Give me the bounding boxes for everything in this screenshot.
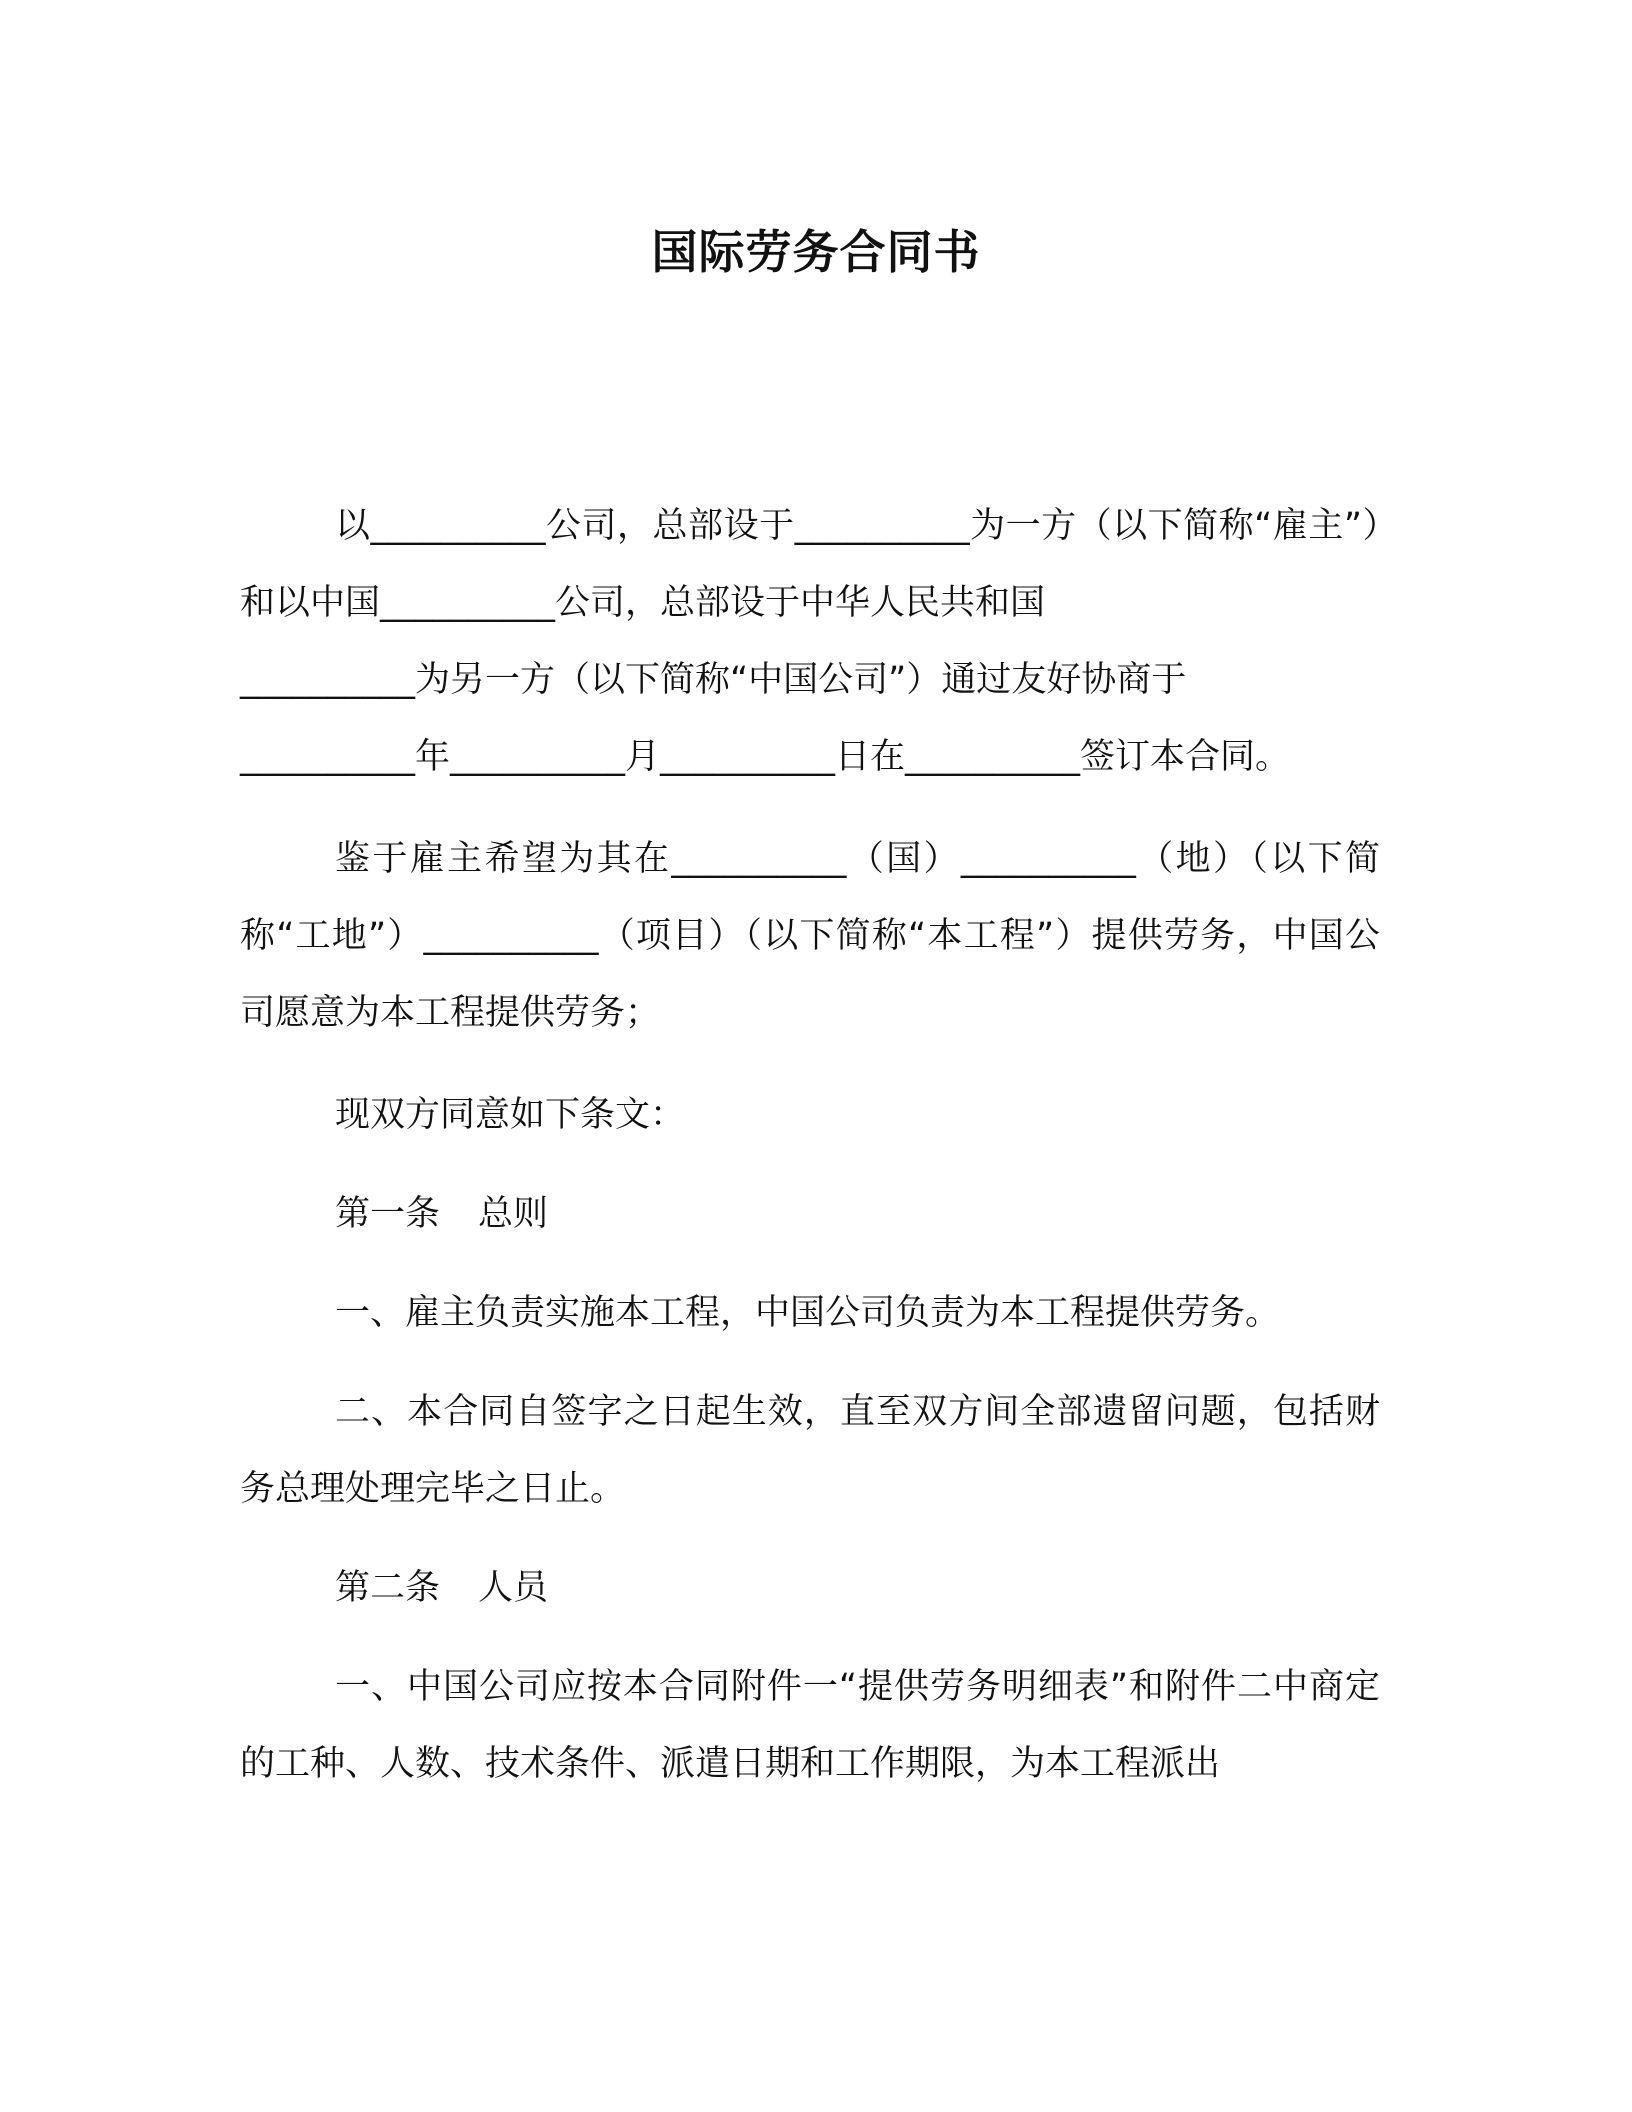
text: （国） (846, 839, 961, 879)
blank-signing-place: __________ (905, 737, 1081, 777)
text: 月 (625, 737, 661, 777)
blank-day: __________ (660, 737, 836, 777)
document-title: 国际劳务合同书 (651, 225, 981, 279)
blank-country: __________ (671, 839, 847, 879)
blank-month: __________ (450, 737, 626, 777)
blank-project: __________ (423, 916, 599, 956)
text: （项目）（以下简称“本工程”）提供劳务，中国公司愿意为本工程提供劳务； (240, 916, 1380, 1033)
text: 公司，总部设于中华人民共和国 (555, 583, 1046, 623)
article-2-clause-1: 一、中国公司应按本合同附件一“提供劳务明细表”和附件二中商定的工种、人数、技术条件、派遣日期和工作期限，为本工程派出 (240, 1667, 1380, 1784)
article-number: 第一条 (335, 1194, 441, 1234)
blank-site: __________ (960, 839, 1136, 879)
paragraph-whereas (240, 821, 1380, 1052)
article-name: 总则 (478, 1194, 549, 1234)
blank-year: __________ (240, 737, 415, 777)
paragraph-parties (240, 488, 1380, 796)
article-number: 第二条 (335, 1568, 441, 1608)
text: （地）（以下简称“工地”） (240, 839, 1380, 956)
blank-employer-location: __________ (794, 506, 970, 546)
text: 日在 (835, 737, 906, 777)
article-1-heading (240, 1176, 1380, 1253)
text: 年 (415, 737, 451, 777)
blank-chinese-company: __________ (380, 583, 556, 623)
article-1-clause-1: 一、雇主负责实施本工程，中国公司负责为本工程提供劳务。 (335, 1293, 1281, 1333)
text: 为一方（以下简称“雇主”）和以中国 (240, 506, 1380, 623)
article-1-clause-2: 二、本合同自签字之日起生效，直至双方间全部遗留问题，包括财务总理处理完毕之日止。 (240, 1392, 1380, 1509)
text: 公司，总部设于 (545, 506, 795, 546)
paragraph-agreement: 现双方同意如下条文： (335, 1095, 686, 1135)
text: 签订本合同。 (1080, 737, 1291, 777)
text: 鉴于雇主希望为其在 (335, 839, 672, 879)
blank-chinese-location: __________ (240, 660, 415, 700)
blank-employer-company: __________ (370, 506, 546, 546)
text: 以 (335, 506, 371, 546)
article-2-heading (240, 1550, 1380, 1627)
document-body (240, 488, 1380, 1803)
article-name: 人员 (478, 1568, 549, 1608)
text: 为另一方（以下简称“中国公司”）通过友好协商于 (415, 660, 1187, 700)
